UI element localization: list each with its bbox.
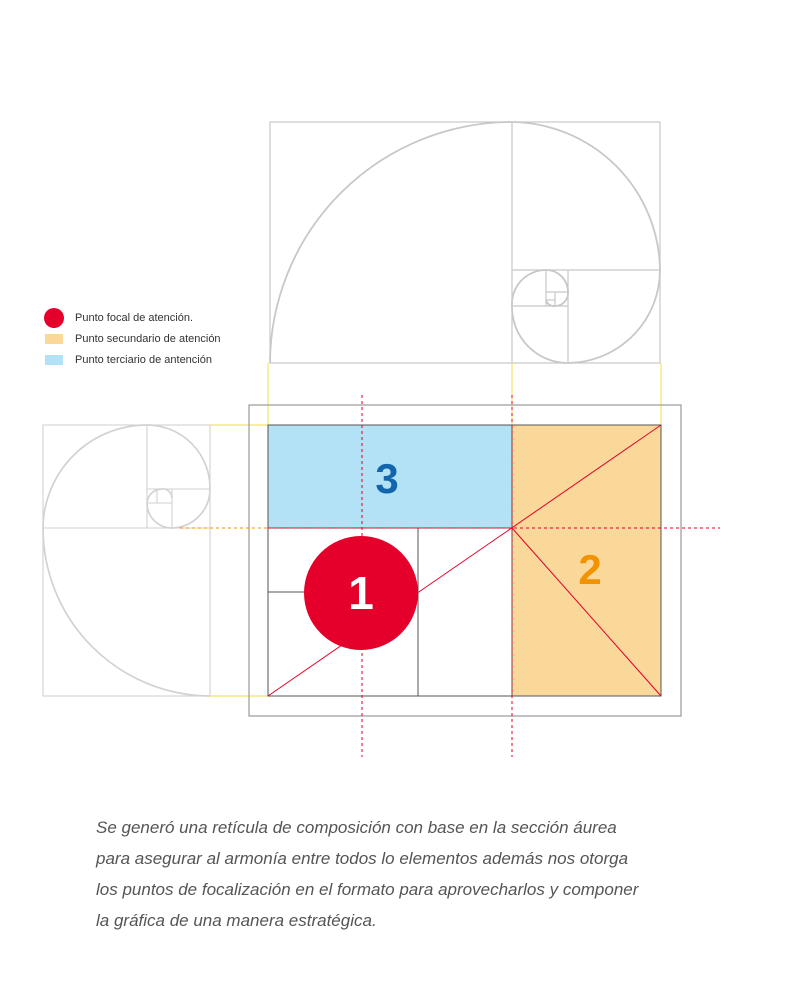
- tertiary-swatch: [45, 355, 63, 365]
- legend-item-tertiary: [44, 349, 221, 370]
- legend: [44, 307, 221, 370]
- legend-item-secondary: [44, 328, 221, 349]
- top-golden-spiral: [270, 122, 660, 363]
- legend-label-secondary: Punto secundario de atención: [75, 332, 221, 345]
- secondary-zone-number: 2: [578, 546, 602, 593]
- tertiary-zone-number: 3: [375, 455, 399, 502]
- primary-zone-number: 1: [348, 567, 374, 619]
- legend-item-focal: [44, 307, 221, 328]
- left-golden-spiral: [43, 425, 268, 696]
- caption-line: los puntos de focalización en el formato para aprovecharlos y componer: [96, 880, 639, 899]
- legend-label-focal: Punto focal de atención.: [75, 311, 194, 324]
- focal-swatch: [44, 308, 64, 328]
- legend-label-tertiary: Punto terciario de antención: [75, 353, 212, 366]
- caption-line: la gráfica de una manera estratégica.: [96, 911, 377, 930]
- caption-line: Se generó una retícula de composición con base en la sección áurea: [96, 818, 617, 837]
- caption-line: para asegurar al armonía entre todos lo elementos además nos otorga: [96, 849, 629, 868]
- caption: [96, 812, 736, 936]
- secondary-swatch: [45, 334, 63, 344]
